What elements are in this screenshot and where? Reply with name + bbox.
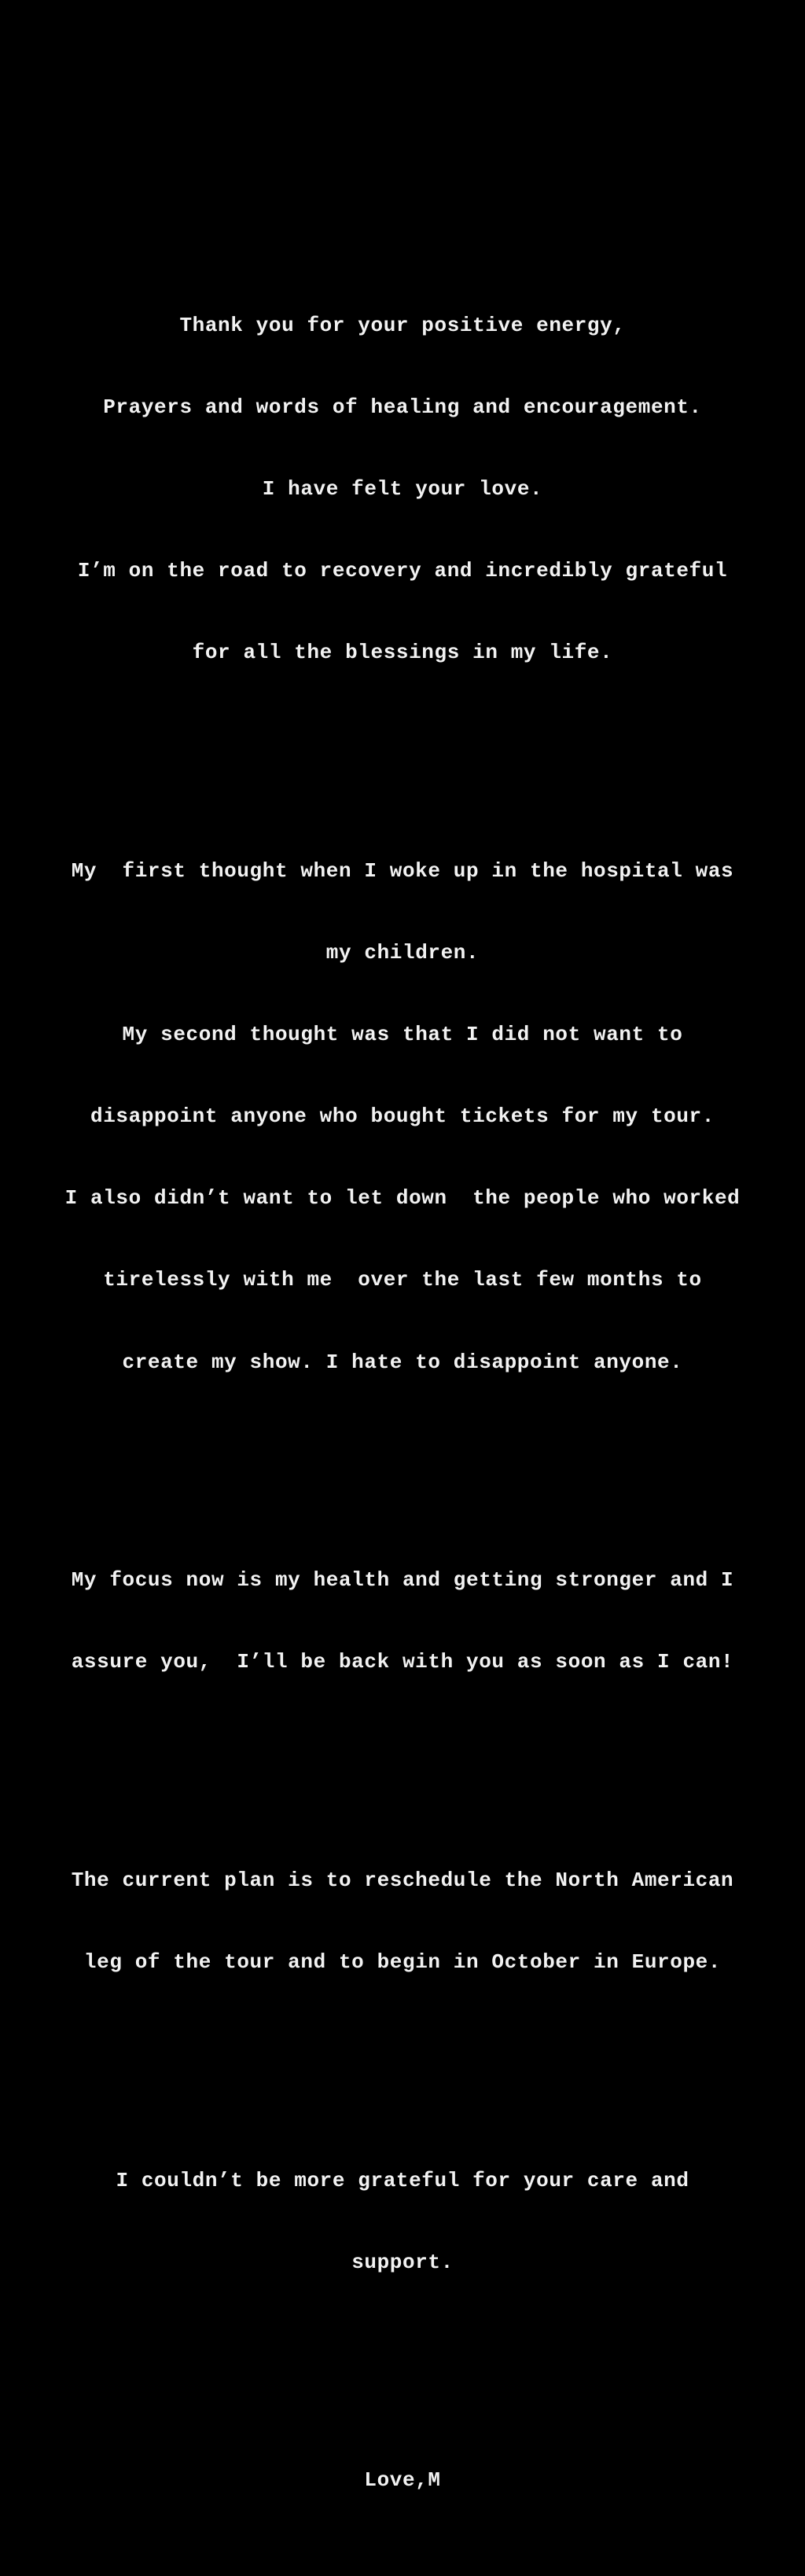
text-line: My first thought when I woke up in the hospital was [71, 858, 734, 883]
paragraph-thoughts [0, 803, 805, 1430]
signature [0, 2412, 805, 2549]
paragraph-thanks [0, 257, 805, 721]
text-line: assure you, I’ll be back with you as soon as I can! [71, 1650, 734, 1674]
paragraph-plan [0, 1812, 805, 2030]
text-line: The current plan is to reschedule the North American [71, 1868, 734, 1892]
text-line: support. [351, 2250, 454, 2274]
text-line: Thank you for your positive energy, [179, 313, 626, 337]
paragraph-focus [0, 1512, 805, 1731]
text-line: I have felt your love. [262, 477, 543, 502]
text-line: tirelessly with me over the last few months to [103, 1268, 702, 1292]
text-line: Prayers and words of healing and encouragement. [103, 395, 702, 419]
text-line: I’m on the road to recovery and incredibly grateful [77, 559, 728, 583]
text-line: I also didn’t want to let down the people who worked [64, 1186, 741, 1211]
text-line: My second thought was that I did not want to [122, 1023, 683, 1047]
text-line: I couldn’t be more grateful for your care and [116, 2168, 689, 2192]
text-line: leg of the tour and to begin in October in Europe. [83, 1949, 722, 1974]
signature-text: Love,M [364, 2468, 441, 2493]
text-line: disappoint anyone who bought tickets for my tour. [90, 1104, 715, 1129]
paragraph-gratitude [0, 2112, 805, 2331]
text-line: My focus now is my health and getting stronger and I [71, 1568, 734, 1593]
text-line: my children. [325, 940, 480, 965]
text-line: for all the blessings in my life. [192, 641, 613, 665]
text-line: create my show. I hate to disappoint anyone. [122, 1350, 683, 1374]
statement-text [0, 203, 805, 2576]
